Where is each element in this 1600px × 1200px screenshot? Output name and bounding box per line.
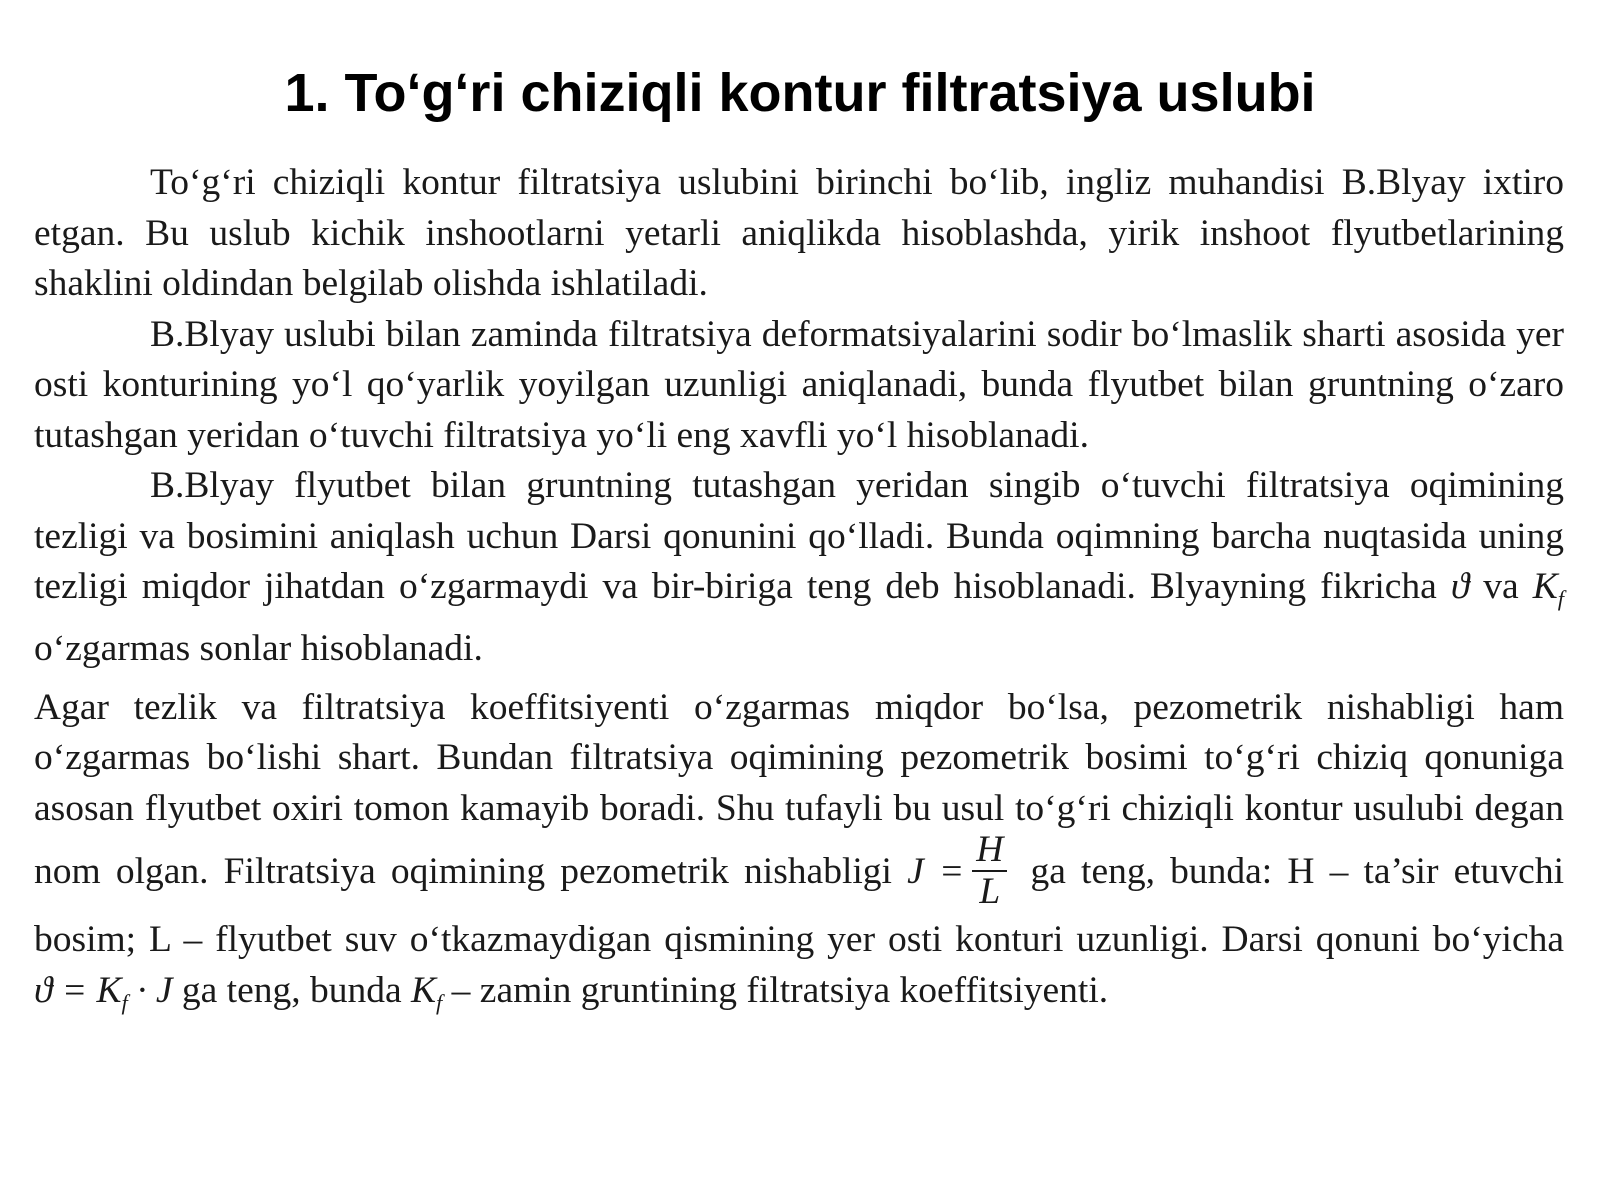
formula-gradient-lhs: J = xyxy=(907,851,965,893)
paragraph-3-text-a: B.Blyay flyutbet bilan gruntning tutashgan yeridan singib o‘tuvchi filtratsiya oqimining tezligi va bosimini aniqlash uchun Darsi qonunini qo‘lladi. Bunda oqimning barcha nuqtasida uning tezligi miqdor jihatdan o‘zgarmaydi va bir-biriga teng deb hisoblanadi. Blyayning fikricha xyxy=(34,465,1564,607)
paragraph-4 xyxy=(34,683,1564,1028)
document-body xyxy=(34,158,1564,1028)
spacer xyxy=(34,675,1564,683)
paragraph-4-text-d: – zamin gruntining filtratsiya koeffitsiyenti. xyxy=(451,969,1109,1011)
paragraph-4-text-a: Agar tezlik va filtratsiya koeffitsiyenti o‘zgarmas miqdor bo‘lsa, pezometrik nishabligi ham o‘zgarmas bo‘lishi shart. Bundan filtratsiya oqimining pezometrik bosimi to‘g‘ri chiziq qonuniga asosan flyutbet oxiri tomon kamayib boradi. Shu tufayli bu usul to‘g‘ri chiziqli kontur usulubi degan nom olgan. Filtratsiya oqimining pezometrik nishabligi xyxy=(34,686,1564,893)
filtration-coefficient-symbol: $K_f$ xyxy=(1532,566,1565,611)
formula-darcy: $ϑ = K_f \cdot J$ xyxy=(34,969,173,1015)
velocity-symbol: ϑ xyxy=(1450,566,1470,607)
paragraph-4-text-b: ga teng, bunda: H – ta’sir etuvchi bosim; L – flyutbet suv o‘tkazmaydigan qismining yer osti konturi uzunligi. Darsi qonuni bo‘yicha xyxy=(34,851,1564,961)
paragraph-2: B.Blyay uslubi bilan zaminda filtratsiya deformatsiyalarini sodir bo‘lmaslik sharti asosida yer osti konturining yo‘l qo‘yarlik yoyilgan uzunligi aniqlanadi, bunda flyutbet bilan gruntning o‘zaro tutashgan yeridan o‘tuvchi filtratsiya yo‘li eng xavfli yo‘l hisoblanadi. xyxy=(34,313,1564,456)
formula-kf: $K_f$ xyxy=(411,969,443,1015)
paragraph-1: To‘g‘ri chiziqli kontur filtratsiya uslubini birinchi bo‘lib, ingliz muhandisi B.Blyay ixtiro etgan. Bu uslub kichik inshootlarni yetarli aniqlikda hisoblashda, yirik inshoot flyutbetlarining shaklini oldindan belgilab olishda ishlatiladi. xyxy=(34,162,1564,304)
fraction-denominator: L xyxy=(979,870,1001,912)
paragraph-4-text-c: ga teng, bunda xyxy=(181,969,402,1011)
formula-gradient-fraction xyxy=(972,830,1007,911)
fraction-numerator: H xyxy=(972,830,1007,871)
paragraph-3-text-b: o‘zgarmas sonlar hisoblanadi. xyxy=(34,628,483,670)
paragraph-3 xyxy=(34,461,1564,675)
page-title: 1. To‘g‘ri chiziqli kontur filtratsiya uslubi xyxy=(284,63,1316,123)
conjunction-va: va xyxy=(1483,566,1519,607)
